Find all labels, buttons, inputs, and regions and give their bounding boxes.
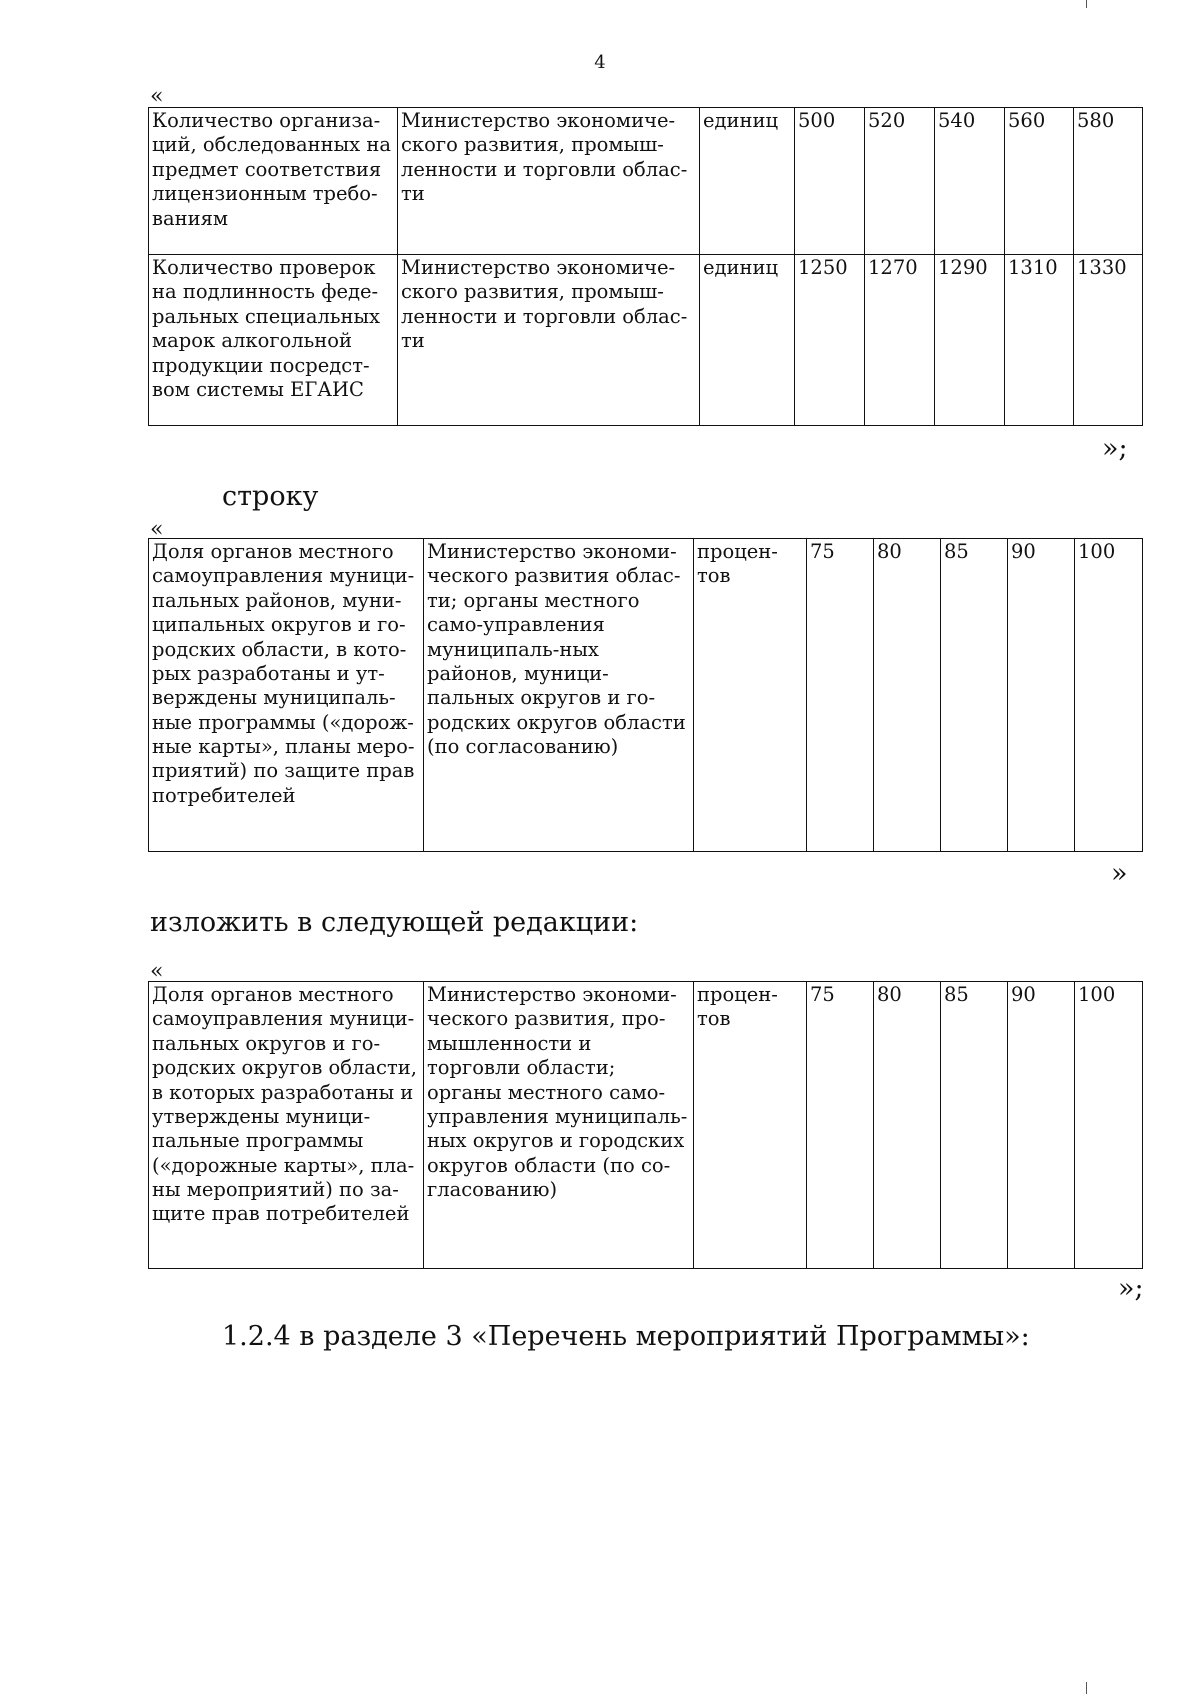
close-quote-table-3: »; <box>1118 1273 1144 1304</box>
scan-mark <box>1086 1682 1087 1694</box>
table-row <box>149 982 1143 1269</box>
indicator-cell: Количество организа-ций, обследованных на предмет соответствия лицензионным требо-ваниям <box>149 108 398 255</box>
value-cell: 1250 <box>795 255 865 426</box>
open-quote-table-1: « <box>150 84 164 109</box>
table-row <box>149 539 1143 852</box>
unit-cell: единиц <box>700 255 795 426</box>
value-cell: 75 <box>807 539 874 852</box>
indicator-table-1 <box>148 107 1143 426</box>
close-quote-table-1: »; <box>1102 433 1128 464</box>
unit-cell: процен-тов <box>694 539 807 852</box>
indicator-table-2 <box>148 538 1143 852</box>
value-cell: 540 <box>935 108 1005 255</box>
indicator-table-3 <box>148 981 1143 1269</box>
value-cell: 80 <box>874 539 941 852</box>
table-row <box>149 108 1143 255</box>
value-cell: 580 <box>1074 108 1143 255</box>
value-cell: 75 <box>807 982 874 1269</box>
value-cell: 90 <box>1008 539 1075 852</box>
executor-cell: Министерство экономиче-ского развития, промыш-ленности и торговли облас-ти <box>398 255 700 426</box>
line-izlozhit: изложить в следующей редакции: <box>150 907 639 938</box>
value-cell: 80 <box>874 982 941 1269</box>
executor-cell: Министерство экономи-ческого развития облас-ти; органы местного само-управления муниципаль-ных районов, муници-пальных округов и го-родских округов области (по согласованию) <box>424 539 694 852</box>
value-cell: 100 <box>1075 982 1143 1269</box>
unit-cell: процен-тов <box>694 982 807 1269</box>
value-cell: 1330 <box>1074 255 1143 426</box>
executor-cell: Министерство экономи-ческого развития, про-мышленности и торговли области; органы местного само-управления муниципаль-ных округов и городских округов области (по со-гласованию) <box>424 982 694 1269</box>
executor-cell: Министерство экономиче-ского развития, промыш-ленности и торговли облас-ти <box>398 108 700 255</box>
section-heading: 1.2.4 в разделе 3 «Перечень мероприятий Программы»: <box>222 1321 1030 1352</box>
scan-mark <box>1086 0 1087 8</box>
value-cell: 90 <box>1008 982 1075 1269</box>
value-cell: 560 <box>1005 108 1074 255</box>
indicator-cell: Доля органов местного самоуправления муници-пальных округов и го-родских округов области, в которых разработаны и утверждены муници-пальные программы («дорожные карты», пла-ны мероприятий) по за-щите прав потребителей <box>149 982 424 1269</box>
indicator-cell: Доля органов местного самоуправления муници-пальных районов, муни-ципальных округов и го-родских области, в кото-рых разработаны и ут-верждены муниципаль-ные программы («дорож-ные карты», планы меро-приятий) по защите прав потребителей <box>149 539 424 852</box>
value-cell: 85 <box>941 539 1008 852</box>
open-quote-table-2: « <box>150 517 164 542</box>
value-cell: 520 <box>865 108 935 255</box>
value-cell: 1310 <box>1005 255 1074 426</box>
open-quote-table-3: « <box>150 959 164 984</box>
value-cell: 1270 <box>865 255 935 426</box>
indicator-cell: Количество проверок на подлинность феде-ральных специальных марок алкогольной продукции посредст-вом системы ЕГАИС <box>149 255 398 426</box>
value-cell: 85 <box>941 982 1008 1269</box>
value-cell: 1290 <box>935 255 1005 426</box>
page-number: 4 <box>594 52 606 73</box>
unit-cell: единиц <box>700 108 795 255</box>
line-stroku: строку <box>222 481 319 512</box>
value-cell: 100 <box>1075 539 1143 852</box>
close-quote-table-2: » <box>1111 858 1128 889</box>
value-cell: 500 <box>795 108 865 255</box>
table-row <box>149 255 1143 426</box>
